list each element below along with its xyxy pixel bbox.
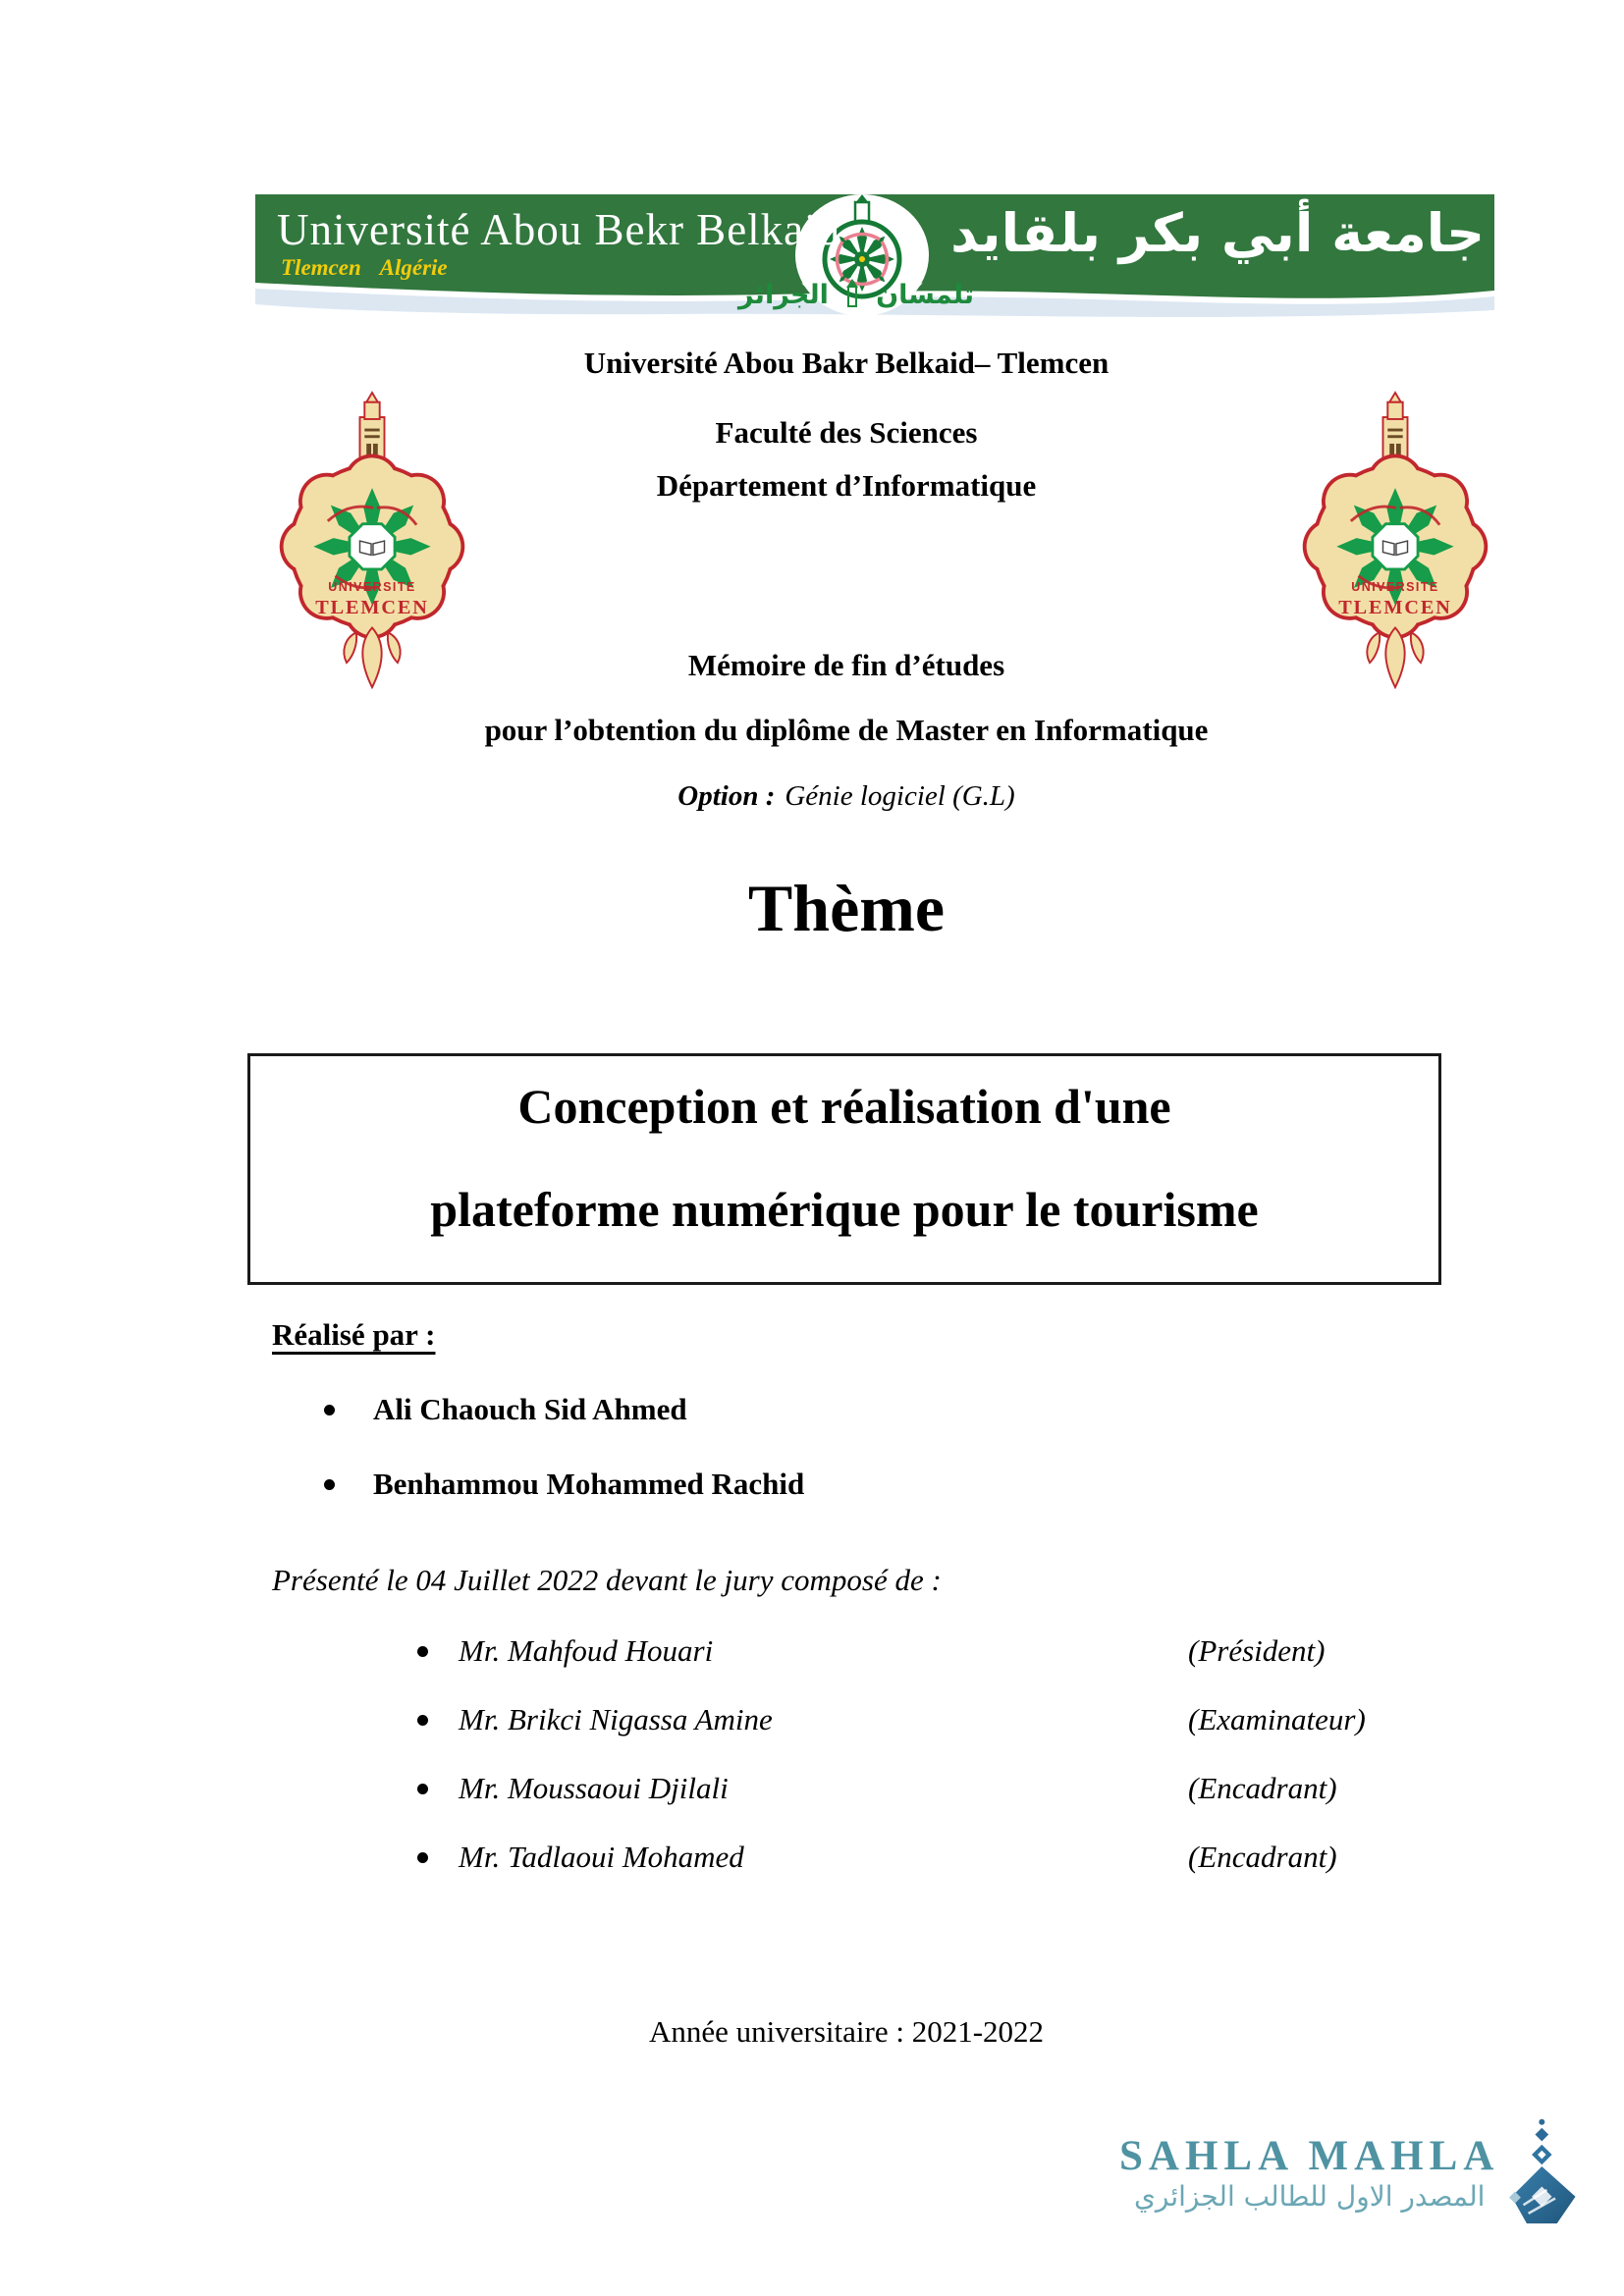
banner-minaret-ornament-icon: [843, 279, 861, 310]
emblem-universite-label: UNIVERSITE: [328, 580, 416, 595]
banner-city-ar: تلمسان: [876, 279, 974, 310]
author-name: Benhammou Mohammed Rachid: [373, 1467, 805, 1501]
jury-intro: Présenté le 04 Juillet 2022 devant le jury composé de :: [272, 1563, 942, 1597]
emblem-universite-label: UNIVERSITE: [1351, 580, 1439, 595]
memoire-line: Mémoire de fin d’études: [687, 648, 1005, 682]
bullet-icon: [417, 1784, 428, 1794]
jury-member-name: Mr. Brikci Nigassa Amine: [459, 1702, 773, 1736]
jury-row: [0, 1771, 1624, 1810]
banner-city-row: [738, 279, 974, 310]
brand-tagline-ar: المصدر الاول للطالب الجزائري: [1133, 2180, 1486, 2213]
brand-text-block: [1119, 2132, 1499, 2213]
jury-member-role: (Examinateur): [1188, 1702, 1366, 1736]
brand-name: SAHLA MAHLA: [1119, 2133, 1500, 2179]
university-banner: [255, 194, 1494, 342]
sahla-mahla-calligraphy-icon: [1503, 2110, 1581, 2234]
jury-member-role: (Président): [1188, 1633, 1326, 1668]
department-line: Département d’Informatique: [656, 468, 1037, 503]
jury-row: [0, 1702, 1624, 1741]
bullet-icon: [417, 1715, 428, 1726]
option-line: [247, 780, 1445, 813]
emblem-tlemcen-label: TLEMCEN: [1338, 597, 1452, 619]
sahla-mahla-watermark: [1119, 2109, 1581, 2236]
bullet-icon: [324, 1405, 335, 1415]
thesis-title-line2: plateforme numérique pour le tourisme: [430, 1182, 1259, 1237]
jury-row: [0, 1840, 1624, 1879]
authors-label: Réalisé par :: [272, 1317, 436, 1352]
emblem-tlemcen-label: TLEMCEN: [315, 597, 429, 619]
banner-university-name-fr: Université Abou Bekr Belkaid: [277, 205, 841, 254]
thesis-title-line1: Conception et réalisation d'une: [517, 1079, 1171, 1134]
faculty-line: Faculté des Sciences: [715, 415, 978, 450]
author-item: [0, 1467, 1624, 1506]
author-item: [0, 1392, 1624, 1431]
author-name: Ali Chaouch Sid Ahmed: [373, 1392, 687, 1426]
banner-country-ar: الجزائر: [738, 279, 829, 310]
jury-member-role: (Encadrant): [1188, 1771, 1337, 1805]
university-line: Université Abou Bakr Belkaid– Tlemcen: [583, 346, 1110, 380]
jury-row: [0, 1633, 1624, 1673]
thesis-title-box: [247, 1053, 1441, 1285]
option-label: Option :: [677, 780, 776, 812]
banner-region: Tlemcen Algérie: [281, 255, 448, 280]
academic-year: Année universitaire : 2021-2022: [648, 2014, 1045, 2049]
jury-member-name: Mr. Mahfoud Houari: [459, 1633, 714, 1668]
bullet-icon: [324, 1479, 335, 1490]
jury-member-name: Mr. Tadlaoui Mohamed: [459, 1840, 744, 1874]
banner-university-name-ar: جامعة أبي بكر بلقايد: [950, 202, 1485, 264]
jury-member-role: (Encadrant): [1188, 1840, 1337, 1874]
bullet-icon: [417, 1646, 428, 1657]
bullet-icon: [417, 1852, 428, 1863]
option-value: Génie logiciel (G.L): [785, 780, 1015, 812]
jury-member-name: Mr. Moussaoui Djilali: [459, 1771, 729, 1805]
diplome-line: pour l’obtention du diplôme de Master en Informatique: [484, 713, 1209, 747]
theme-heading: Thème: [747, 871, 946, 945]
